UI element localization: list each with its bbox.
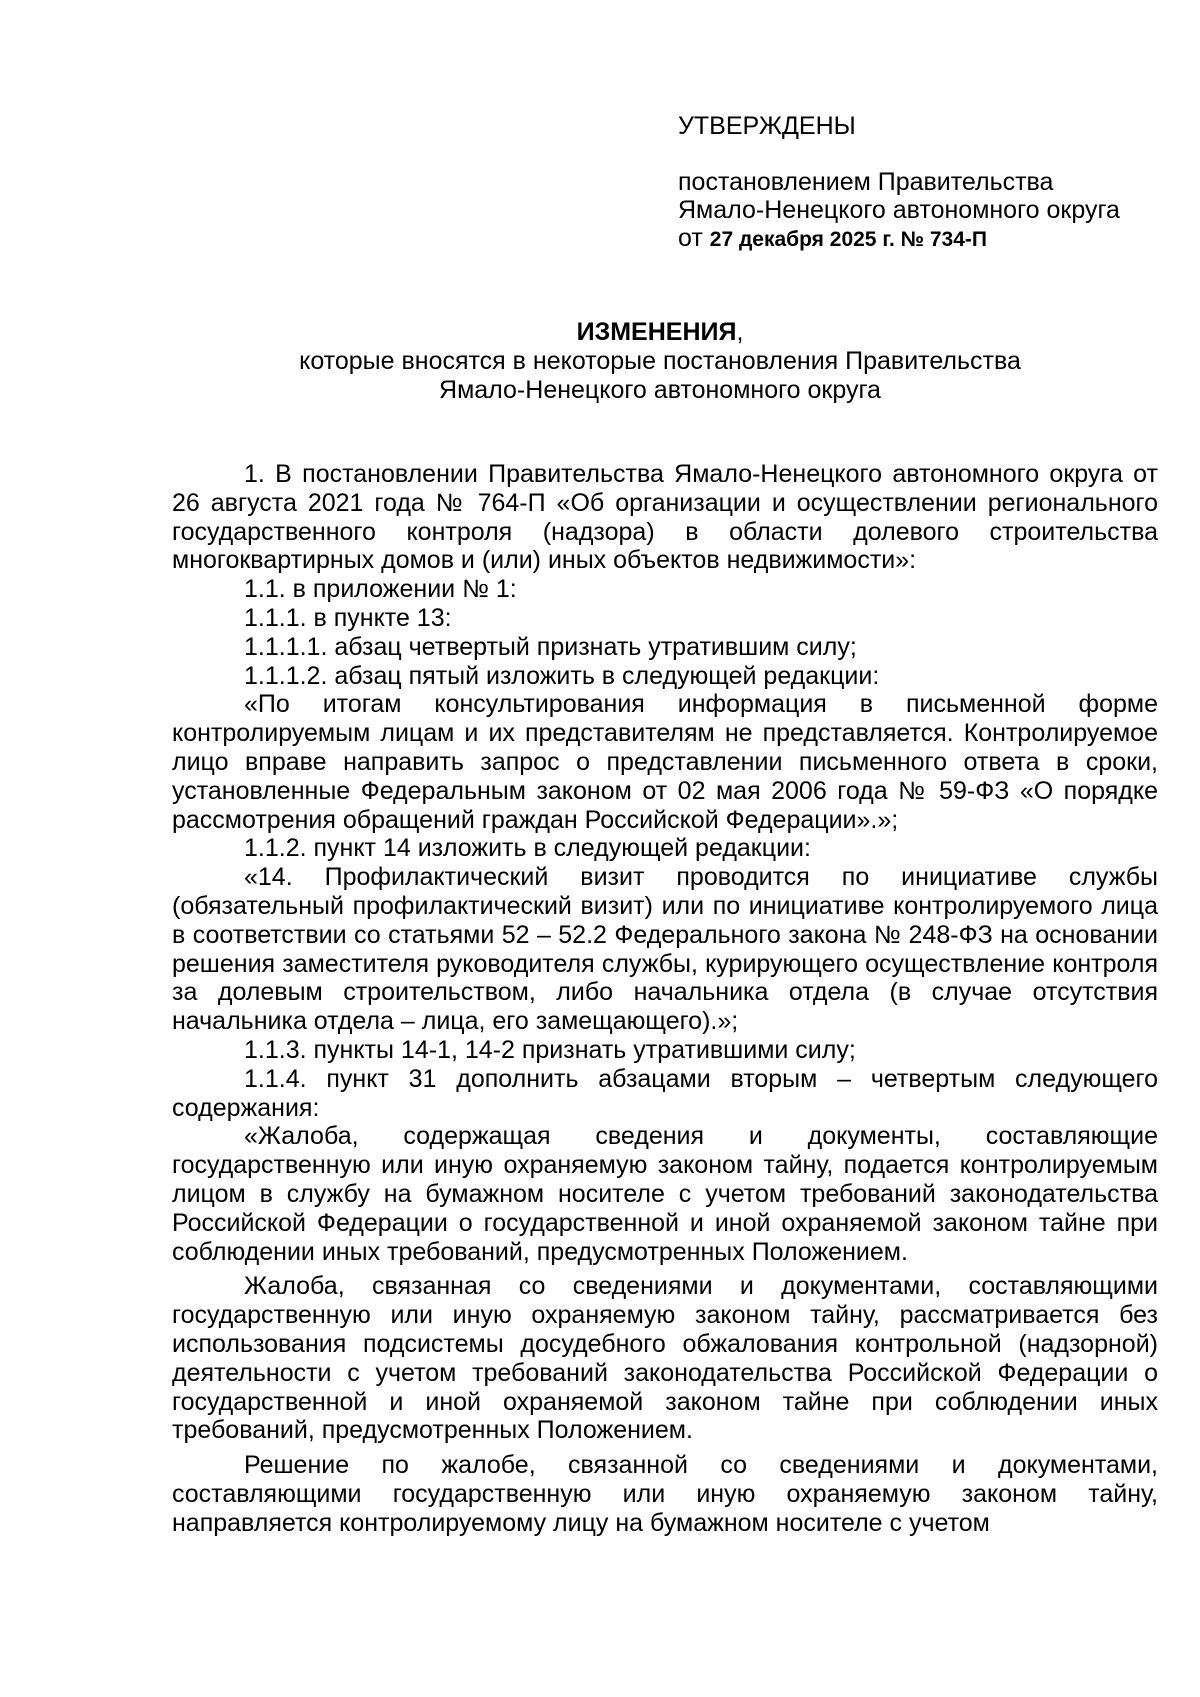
document-heading: [160, 318, 1160, 405]
paragraph-1-1-1-2: 1.1.1.2. абзац пятый изложить в следующей редакции:: [244, 661, 880, 690]
approval-line-2: Ямало-Ненецкого автономного округа: [678, 196, 1120, 224]
approval-stamp: УТВЕРЖДЕНЫ: [678, 112, 856, 140]
paragraph-consultation-quote: «По итогам консультирования информация в письменной форме контролируемым лицам и их представителям не представляется. Контролируемое лицо вправе направить запрос о представлении письменного ответа в сроки, установленные Федеральным законом от 02 мая 2006 года № 59-ФЗ «О порядке рассмотрения обращений граждан Российской Федерации».»;: [172, 690, 1158, 834]
document-subtitle-line-2: Ямало-Ненецкого автономного округа: [439, 376, 881, 404]
paragraph-complaint-review: Жалоба, связанная со сведениями и документами, составляющими государственную или иную охраняемую законом тайну, рассматривается без использования подсистемы досудебного обжалования контрольной (надзорной) деятельности с учетом требований законодательства Российской Федерации о государственной и иной охраняемой законом тайне при соблюдении иных требований, предусмотренных Положением.: [172, 1272, 1158, 1445]
paragraph-1-1-1: 1.1.1. в пункте 13:: [244, 603, 452, 632]
paragraph-1-1-2: 1.1.2. пункт 14 изложить в следующей редакции:: [244, 834, 811, 863]
approval-line-1: постановлением Правительства: [678, 168, 1054, 196]
document-body: [172, 460, 1158, 1537]
approval-block: [678, 112, 1178, 254]
paragraph-1-1: 1.1. в приложении № 1:: [244, 575, 517, 604]
paragraph-complaint-quote: «Жалоба, содержащая сведения и документы, составляющие государственную или иную охраняемую законом тайну, подается контролируемым лицом в службу на бумажном носителе с учетом требований законодательства Российской Федерации о государственной и иной охраняемой законом тайне при соблюдении иных требований, предусмотренных Положением.: [172, 1122, 1158, 1266]
decree-number: 27 декабря 2025 г. № 734-П: [709, 228, 988, 251]
document-subtitle-line-1: которые вносятся в некоторые постановления Правительства: [299, 347, 1021, 375]
paragraph-complaint-decision: Решение по жалобе, связанной со сведениями и документами, составляющими государственную или иную охраняемую законом тайну, направляется контролируемому лицу на бумажном носителе с учетом: [172, 1451, 1158, 1537]
paragraph-1-1-1-1: 1.1.1.1. абзац четвертый признать утратившим силу;: [244, 632, 857, 661]
approval-number-line: [678, 224, 1178, 254]
paragraph-1-1-4: 1.1.4. пункт 31 дополнить абзацами вторым – четвертым следующего содержания:: [172, 1064, 1158, 1122]
document-title-line: [160, 318, 1160, 347]
document-title-punct: ,: [736, 318, 744, 346]
approval-from: от: [678, 224, 703, 252]
paragraph-1: 1. В постановлении Правительства Ямало-Ненецкого автономного округа от 26 августа 2021 года № 764-П «Об организации и осуществлении регионального государственного контроля (надзора) в области долевого строительства многоквартирных домов и (или) иных объектов недвижимости»:: [172, 460, 1158, 575]
paragraph-point-14-quote: «14. Профилактический визит проводится по инициативе службы (обязательный профилактический визит) или по инициативе контролируемого лица в соответствии со статьями 52 – 52.2 Федерального закона № 248-ФЗ на основании решения заместителя руководителя службы, курирующего осуществление контроля за долевым строительством, либо начальника отдела (в случае отсутствия начальника отдела – лица, его замещающего).»;: [172, 863, 1158, 1036]
paragraph-1-1-3: 1.1.3. пункты 14-1, 14-2 признать утратившими силу;: [244, 1035, 856, 1064]
document-title: ИЗМЕНЕНИЯ: [576, 318, 737, 346]
